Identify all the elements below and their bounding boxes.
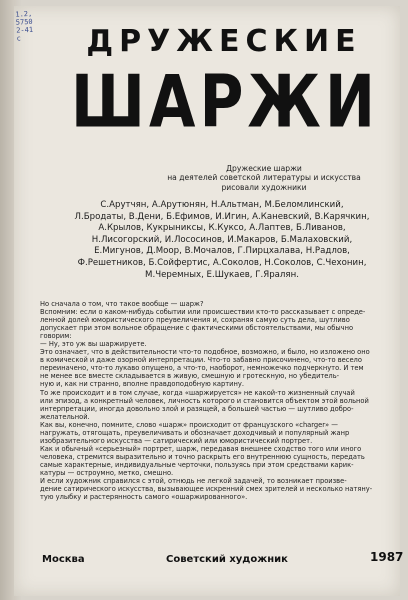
stamp-line-3: с — [16, 34, 22, 43]
text-line: человека, стремится выразительно и точно раскрыть его внутреннюю сущность, передать — [40, 452, 365, 461]
text-line: не менее все вместе складывается в живую, смешную и гротескную, но убедитель- — [40, 372, 340, 381]
authors-line: Н.Лисогорский, И.Лососинов, И.Макаров, Б.Малаховский, — [91, 234, 353, 245]
book-cover-page — [14, 6, 404, 596]
text-line: говорим: — [40, 332, 72, 341]
text-line: нагружать, отягощать, преувеличивать и обозначает доходчивый и популярный жанр — [40, 428, 350, 437]
text-line: — Ну, это уж вы шаржируете. — [40, 340, 147, 349]
subtitle-line: на деятелей советской литературы и искусства — [167, 173, 361, 183]
authors-line: Л.Бродаты, В.Дени, Б.Ефимов, И.Игин, А.Каневский, В.Карячкин, — [74, 211, 370, 222]
text-line: ную и, как ни странно, вполне правдоподобную картину. — [40, 380, 244, 389]
subtitle-line: Дружеские шаржи — [226, 164, 302, 173]
library-stamp — [15, 9, 43, 42]
authors-line: А.Крылов, Кукрыниксы, К.Куксо, А.Лаптев, Б.Ливанов, — [98, 223, 346, 234]
stamp-line-1: 1.2, 5750 — [15, 9, 33, 27]
authors-list — [44, 200, 400, 281]
text-line: Это означает, что в действительности что-то подобное, возможно, и было, но изложено оно — [40, 348, 370, 357]
text-line: Вспомним: если о каком-нибудь событии или происшествии кто-то рассказывает с опреде- — [40, 308, 366, 317]
publisher-name: Советский художник — [166, 554, 288, 565]
text-line: катуры — остроумно, метко, смешно. — [40, 468, 174, 477]
title-line-1: ДРУЖЕСКИЕ — [86, 24, 362, 59]
text-line: И если художник справился с этой, отнюдь не легкой задачей, то возникает произве- — [40, 477, 347, 486]
title-line-2: ШАРЖИ — [70, 60, 380, 145]
text-line: переиначено, что-то лукаво опущено, а что-то, наоборот, немножечко подчеркнуто. И тем — [40, 364, 364, 373]
text-line: Но сначала о том, что такое вообще — шарж? — [40, 300, 204, 308]
text-line: допускает при этом вольное обращение с фактическими обстоятельствами, мы обычно — [40, 324, 354, 333]
authors-line: Ф.Решетников, Б.Сойфертис, А.Соколов, Н.Соколов, С.Чехонин, — [77, 257, 367, 268]
text-line: изобразительного искусства — сатирический или юмористический портрет. — [40, 436, 313, 445]
stamp-line-2: 2-41 — [16, 25, 34, 35]
text-line: Как и обычный «серьезный» портрет, шарж, передавая внешнее сходство того или иного — [40, 444, 362, 453]
text-line: дение сатирического искусства, вызывающее искренний смех зрителей и несколько натяну- — [40, 485, 373, 494]
text-line: желательной. — [40, 412, 90, 421]
subtitle-line: рисовали художники — [221, 182, 307, 192]
text-line: ленной долей юмористического преувеличения и, сохраняя самую суть дела, шутливо — [40, 316, 350, 325]
authors-line: М.Черемных, Е.Шукаев, Г.Яралян. — [145, 269, 299, 280]
text-line: Как вы, конечно, помните, слово «шарж» происходит от французского «charger» — — [40, 420, 338, 429]
text-line: То же происходит и в том случае, когда «шаржируется» не какой-то жизненный случай — [40, 388, 355, 397]
authors-line: Е.Мигунов, Д.Моор, В.Мочалов, Г.Пирцхалава, Н.Радлов, — [94, 246, 350, 257]
text-line: самые характерные, индивидуальные черточки, пользуясь при этом средствами карик- — [40, 460, 354, 469]
publication-year: 1987 — [370, 550, 404, 564]
text-line: или эпизод, а конкретный человек, личность которого и становится объектом этой вольной — [40, 396, 369, 405]
text-line: интерпретации, иногда довольно злой и разящей, а большей частью — шутливо добро- — [40, 404, 354, 413]
intro-text — [40, 300, 402, 501]
subtitle — [164, 164, 364, 192]
authors-line: С.Арутчян, А.Арутюнян, Н.Альтман, М.Беломлинский, — [100, 200, 344, 210]
text-line: тую улыбку и растерянность самого «ошаржированного». — [40, 493, 248, 502]
publisher-city: Москва — [42, 554, 85, 565]
text-line: в комической и даже озорной интерпретации. Что-то забавно присочинено, что-то весело — [40, 356, 362, 365]
